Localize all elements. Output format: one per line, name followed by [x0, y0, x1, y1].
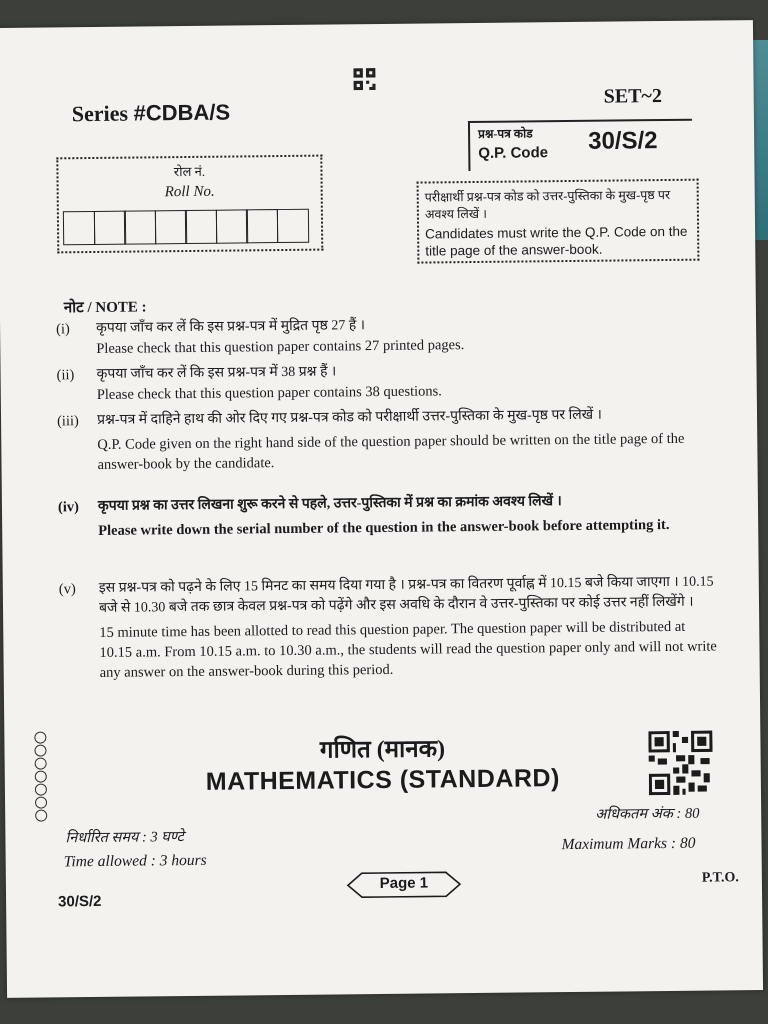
time-allowed-english: Time allowed : 3 hours: [63, 851, 207, 871]
roll-cell: [276, 209, 308, 243]
note-item-hindi: कृपया जाँच कर लें कि इस प्रश्न-पत्र में मुद्रित पृष्ठ 27 हैं ।: [96, 318, 366, 336]
candidate-instruction-box: [417, 179, 700, 264]
roll-number-cells: [63, 209, 307, 246]
footer-qp-code: 30/S/2: [58, 892, 102, 911]
note-item-number: (iv): [57, 499, 79, 516]
note-item-english: Please check that this question paper contains 38 questions.: [96, 383, 442, 403]
note-item-number: (v): [58, 581, 76, 598]
note-item-english: Please check that this question paper contains 27 printed pages.: [96, 337, 465, 357]
pto-label: P.T.O.: [701, 870, 739, 886]
note-item: [56, 358, 716, 405]
note-item-number: (iii): [56, 413, 79, 430]
roll-no-english-label: Roll No.: [164, 183, 215, 201]
series-code: #CDBA/S: [133, 99, 231, 126]
candidate-instruction-english: Candidates must write the Q.P. Code on the title page of the answer-book.: [425, 223, 688, 259]
qp-code-value: 30/S/2: [588, 127, 658, 155]
exam-paper-page: [0, 20, 763, 998]
qp-code-english-label: Q.P. Code: [478, 144, 549, 162]
maximum-marks-hindi: अधिकतम अंक : 80: [595, 805, 700, 823]
time-allowed-hindi: निर्धारित समय : 3 घण्टे: [65, 829, 185, 847]
note-item-number: (i): [56, 321, 70, 338]
note-item-hindi: कृपया प्रश्न का उत्तर लिखना शुरू करने से पहले, उत्तर-पुस्तिका में प्रश्न का क्रमांक अवश्य लिखें ।: [97, 494, 562, 514]
subject-title-hindi: गणित (मानक): [319, 736, 446, 764]
roll-cell: [124, 210, 156, 244]
roll-no-hindi-label: रोल नं.: [173, 163, 206, 180]
maximum-marks-english: Maximum Marks : 80: [561, 834, 696, 854]
roll-number-box: [56, 155, 323, 254]
roll-cell: [93, 211, 125, 245]
series-label: Series #CDBA/S: [71, 99, 231, 127]
qp-code-hindi-label: प्रश्न-पत्र कोड: [478, 126, 533, 141]
roll-cell: [154, 210, 186, 244]
note-item-hindi: इस प्रश्न-पत्र को पढ़ने के लिए 15 मिनट का समय दिया गया है । प्रश्न-पत्र का वितरण पूर्वाह्न में 10.15 बजे किया जाएगा । 10.15 बजे से 10.30 बजे तक छात्र केवल प्रश्न-पत्र को पढ़ेंगे और इस अवधि के दौरान वे उत्तर-पुस्तिका पर कोई उत्तर नहीं लिखेंगे ।: [98, 574, 714, 616]
roll-cell: [215, 209, 247, 243]
note-heading: नोट / NOTE :: [63, 299, 147, 317]
note-item-hindi: कृपया जाँच कर लें कि इस प्रश्न-पत्र में 38 प्रश्न हैं ।: [96, 364, 337, 382]
note-item-english: Please write down the serial number of the question in the answer-book before attempting it.: [98, 516, 670, 539]
note-item-english: Q.P. Code given on the right hand side of the question paper should be written on the title page of the answer-book by the candidate.: [97, 430, 685, 473]
note-item-number: (ii): [56, 367, 75, 384]
note-item-hindi: प्रश्न-पत्र में दाहिने हाथ की ओर दिए गए प्रश्न-पत्र कोड को परीक्षार्थी उत्तर-पुस्तिका के मुख-पृष्ठ पर लिखें ।: [96, 407, 603, 428]
candidate-instruction-hindi: परीक्षार्थी प्रश्न-पत्र कोड को उत्तर-पुस्तिका के मुख-पृष्ठ पर अवश्य लिखें ।: [424, 187, 671, 222]
note-item: [59, 572, 720, 683]
roll-cell: [63, 211, 95, 245]
note-item: [57, 404, 718, 475]
small-qr-icon: [353, 68, 375, 90]
subject-title-english: MATHEMATICS (STANDARD): [205, 764, 560, 796]
roll-cell: [246, 209, 278, 243]
page-number: Page 1: [379, 874, 429, 893]
qr-code-icon: [648, 731, 713, 796]
note-item-english: 15 minute time has been allotted to read this question paper. The question paper will be distributed at 10.15 a.m. From 10.15 a.m. to 10.30 a.m., the students will read the question paper only and will not write any answer on the answer-book during this period.: [99, 618, 717, 681]
note-item: [56, 312, 716, 359]
set-label: SET~2: [603, 85, 663, 108]
roll-cell: [185, 210, 217, 244]
note-item: [58, 490, 718, 541]
qp-code-box: [468, 119, 693, 171]
